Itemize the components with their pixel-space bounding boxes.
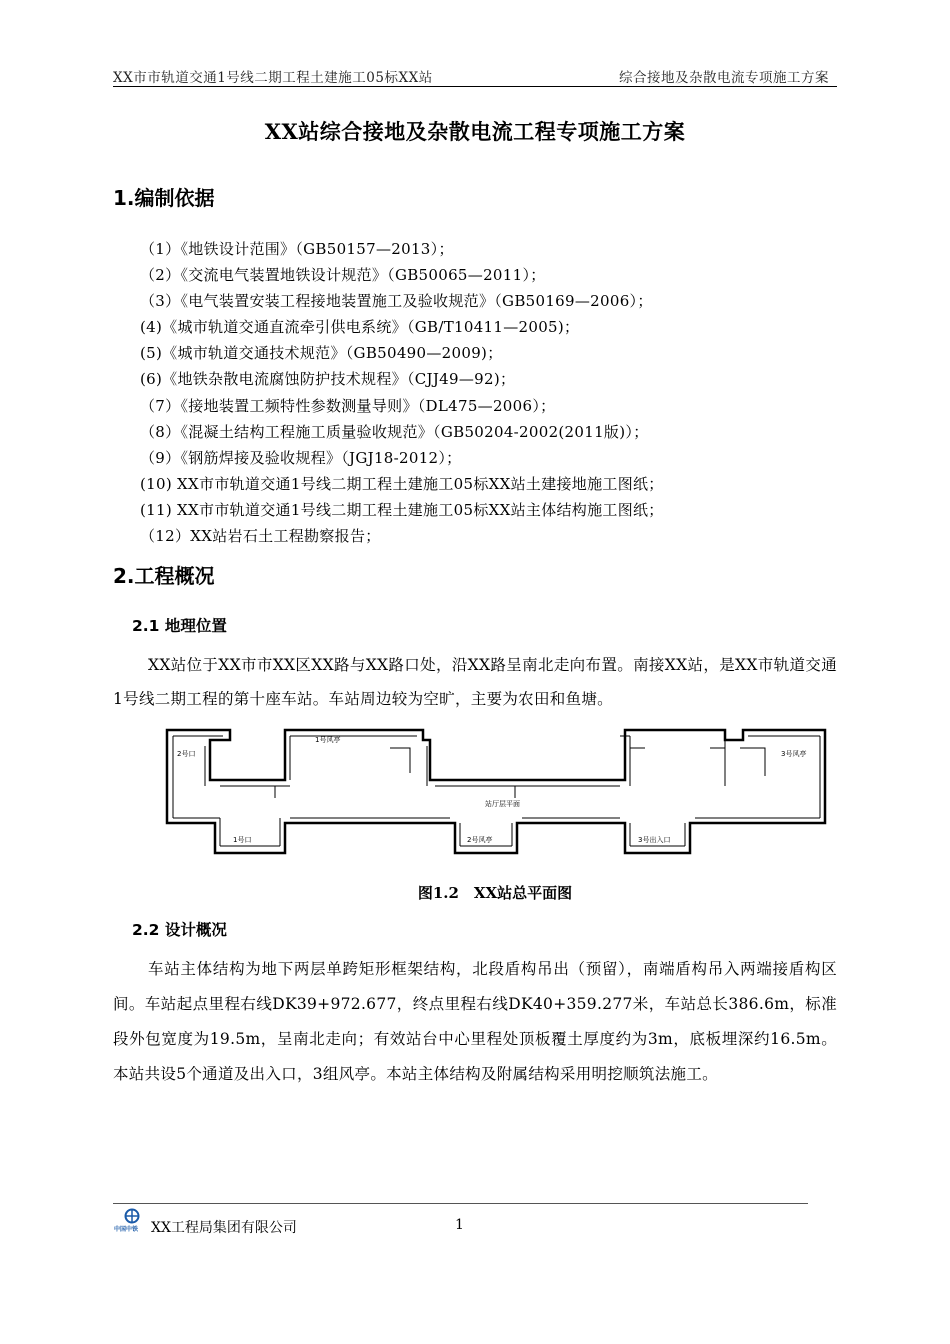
subsection-2-1-heading: 2.1 地理位置 (132, 617, 227, 635)
reference-item: (4)《城市轨道交通直流牵引供电系统》（GB/T10411—2005)； (140, 318, 580, 337)
company-name: XX工程局集团有限公司 (151, 1220, 297, 1236)
reference-item: （9）《钢筋焊接及验收规程》（JGJ18-2012）； (140, 448, 462, 467)
reference-item: （2）《交流电气装置地铁设计规范》（GB50065—2011）； (140, 266, 546, 285)
design-paragraph: 车站主体结构为地下两层单跨矩形框架结构，北段盾构吊出（预留），南端盾构吊入两端接盾构区间。车站起点里程右线DK39+972.677，终点里程右线DK40+359.277米，车站总长386.6m，标准段外包宽度为19.5m，呈南北走向；有效站台中心里程处顶板覆土厚度约为3m，底板埋深约16.5m。本站共设5个通道及出入口，3组风亭。本站主体结构及附属结构采用明挖顺筑法施工。 (113, 960, 837, 1083)
plan-label-center-bottom: 2号风亭 (467, 836, 493, 844)
plan-label-right-bottom: 3号出入口 (638, 836, 671, 844)
reference-list (140, 236, 664, 549)
footer-divider (113, 1203, 808, 1204)
header-left-text: XX市市轨道交通1号线二期工程土建施工05标XX站 (113, 70, 433, 86)
reference-item: (11) XX市市轨道交通1号线二期工程土建施工05标XX站主体结构施工图纸； (140, 500, 664, 519)
header-right-text: 综合接地及杂散电流专项施工方案 (619, 70, 829, 86)
plan-label-left-top: 2号口 (177, 750, 196, 758)
reference-item: （3）《电气装置安装工程接地装置施工及验收规范》（GB50169—2006）； (140, 292, 653, 311)
plan-label-center: 站厅层平面 (485, 800, 520, 808)
plan-label-right-top: 3号风亭 (781, 750, 807, 758)
company-logo-icon (113, 1208, 151, 1234)
reference-item: （12）XX站岩石土工程勘察报告； (140, 527, 381, 546)
reference-item: （7）《接地装置工频特性参数测量导则》（DL475—2006）； (140, 396, 556, 415)
section2-heading: 2.工程概况 (113, 564, 215, 588)
reference-item: （8）《混凝土结构工程施工质量验收规范》（GB50204-2002(2011版)）； (140, 422, 649, 441)
reference-item: (5)《城市轨道交通技术规范》（GB50490—2009)； (140, 344, 503, 363)
subsection-2-2-heading: 2.2 设计概况 (132, 921, 227, 939)
document-title: XX站综合接地及杂散电流工程专项施工方案 (264, 119, 686, 144)
section1-heading: 1.编制依据 (113, 186, 215, 210)
reference-item: （1）《地铁设计范围》（GB50157—2013）； (140, 240, 454, 258)
location-paragraph: XX站位于XX市市XX区XX路与XX路口处，沿XX路呈南北走向布置。南接XX站，是XX市轨道交通1号线二期工程的第十座车站。车站周边较为空旷，主要为农田和鱼塘。 (113, 656, 837, 708)
plan-label-left-bottom: 1号口 (233, 836, 252, 844)
reference-item: (6)《地铁杂散电流腐蚀防护技术规程》（CJJ49—92)； (140, 370, 516, 389)
page-header (113, 62, 837, 87)
page-number: 1 (455, 1217, 464, 1233)
reference-item: (10) XX市市轨道交通1号线二期工程土建施工05标XX站土建接地施工图纸； (140, 474, 664, 493)
figure-caption: 图1.2 XX站总平面图 (417, 884, 573, 902)
station-plan-figure (165, 728, 827, 860)
plan-label-center-top: 1号风亭 (315, 736, 341, 744)
station-plan-drawing (165, 728, 827, 856)
svg-text:中国中铁: 中国中铁 (114, 1226, 139, 1233)
